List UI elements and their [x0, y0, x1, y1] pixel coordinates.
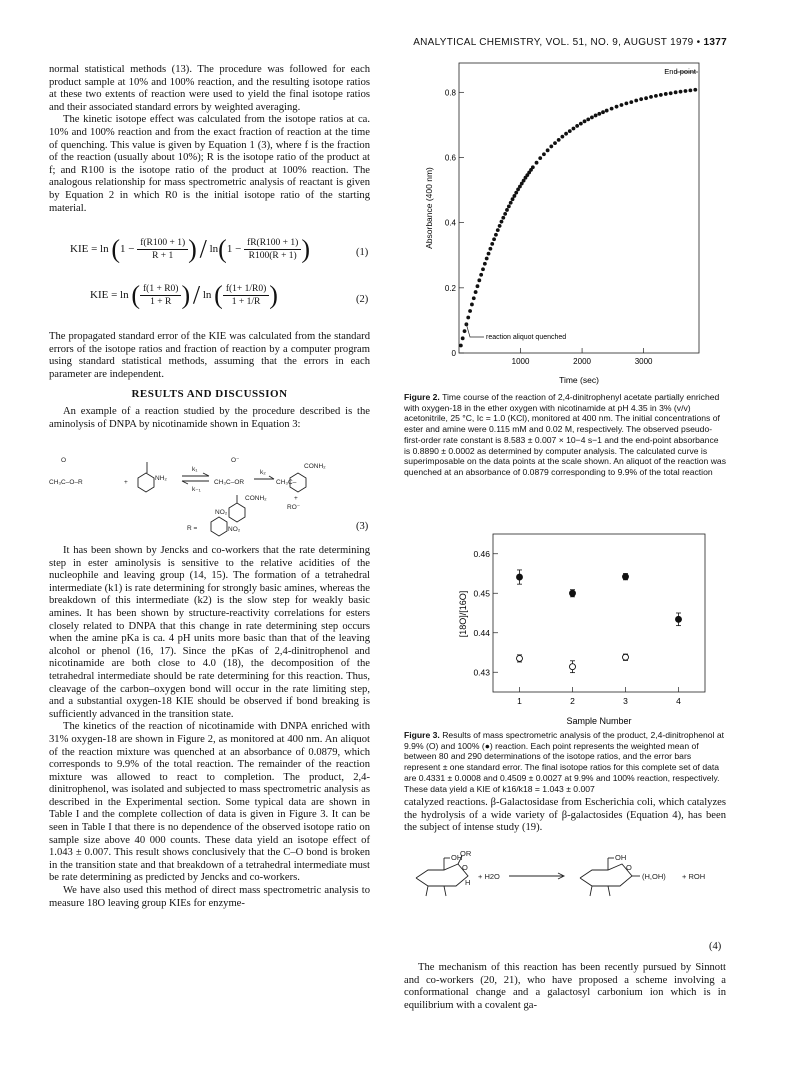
eq4-oh-left: OH	[451, 853, 463, 862]
fig2-data-point	[468, 309, 472, 313]
fig2-data-point	[659, 93, 663, 97]
fig3-point-9pct	[517, 655, 523, 661]
fig3-xlabel: Sample Number	[566, 716, 632, 726]
left-block-2	[49, 331, 370, 381]
fig2-xlabel: Time (sec)	[559, 375, 599, 385]
fig2-quench-label: reaction aliquot quenched	[486, 334, 567, 341]
eq2-number: (2)	[356, 294, 369, 305]
paragraph-6: The kinetics of the reaction of nicotinamide with DNPA enriched with 31% oxygen-18 are shown in Figure 2, as monitored at 400 nm. An aliquot of the reaction mixture was quenched at an absorbance of 0.0879, which corresponds to 9.9% of the total reaction. The remainder of the reaction mixture was allowed to react to completion. The product, 2,4-dinitrophenol, was isolated and subjected to mass spectrometric analysis as described in the Experimental section. Some typical data are shown in Table I and the complete collection of data is given in Figure 3. It can be seen in Table I that there is no dependence of the observed isotope ratio on sample size above 40 000 counts. These data yield an isotope effect of 1.043 ± 0.007. This result shows conclusively that the C–O bond is broken in the transition state and that breakdown of a tetrahedral intermediate must be rate determining as predicted by Jencks and co-workers.	[49, 721, 370, 884]
equation-1: KIE = ln (1 − $\frac{f(R100 + 1)}{R + 1}$ ) / ln(1 − $\frac{fR(R100 + 1)}{R100(R + 1)}$ )	[70, 234, 310, 264]
fig2-data-point	[634, 99, 638, 103]
fig2-data-point	[654, 94, 658, 98]
fig2-data-point	[531, 165, 535, 169]
fig2-data-point	[590, 116, 594, 120]
header-bullet: •	[696, 37, 701, 48]
fig2-ytick-label: 0.2	[444, 283, 456, 293]
svg-text:R =: R =	[187, 525, 198, 532]
fig2-data-point	[557, 138, 561, 142]
fig2-data-point	[494, 233, 498, 237]
fig2-data-point	[501, 216, 505, 220]
eq2-num2: f(1+ 1/R0)	[223, 283, 269, 296]
fig2-data-point	[474, 290, 478, 294]
fig2-data-point	[644, 96, 648, 100]
fig2-data-point	[511, 197, 515, 201]
svg-text:O: O	[61, 457, 67, 464]
reaction-scheme-4	[404, 848, 726, 908]
paragraph-7: We have also used this method of direct mass spectrometric analysis to measure 18O leaving group KIEs for enzyme-	[49, 885, 370, 909]
fig2-data-point	[481, 267, 485, 271]
fig2-data-point	[579, 122, 583, 126]
fig2-data-point	[615, 105, 619, 109]
eq4-o-left: O	[462, 863, 468, 872]
fig2-ylabel: Absorbance (400 nm)	[424, 167, 434, 249]
fig2-data-point	[466, 316, 470, 320]
running-header	[392, 37, 727, 48]
fig2-quench-pointer	[466, 323, 484, 337]
fig2-data-point	[564, 132, 568, 136]
fig2-data-point	[505, 208, 509, 212]
fig2-data-point	[479, 273, 483, 277]
fig2-endpoint-label: End point	[664, 67, 696, 76]
fig2-xtick-label: 2000	[573, 357, 591, 366]
figure-3-chart	[404, 528, 726, 728]
fig2-data-point	[535, 161, 539, 165]
svg-text:NO₂: NO₂	[215, 509, 228, 516]
fig3-caption-label: Figure 3.	[404, 730, 440, 740]
fig2-data-point	[492, 237, 496, 241]
eq4-oh-right: OH	[615, 853, 627, 862]
svg-text:CH₃C–OR: CH₃C–OR	[214, 479, 245, 486]
fig2-data-point	[485, 257, 489, 261]
fig2-data-point	[459, 344, 463, 348]
fig2-data-point	[546, 148, 550, 152]
right-block-1	[404, 797, 726, 835]
paragraph-3: The propagated standard error of the KIE was calculated from the standard errors of the isotope ratios and fraction of reaction by a computer program using standard statistical methods, assuming that the errors in each parameter are independent.	[49, 331, 370, 380]
eq4-plus-h2o: + H2O	[478, 872, 500, 881]
svg-text:k₋₁: k₋₁	[192, 486, 201, 493]
eq4-o-right: O	[626, 863, 632, 872]
fig2-ytick-label: 0.6	[444, 153, 456, 163]
right-block-2	[404, 962, 726, 1012]
fig3-point-100pct	[676, 616, 682, 622]
fig2-data-point	[498, 224, 502, 228]
svg-text:CONH₂: CONH₂	[304, 463, 326, 470]
journal-name: ANALYTICAL CHEMISTRY, VOL. 51, NO. 9, AUGUST 1979	[413, 37, 694, 48]
fig2-data-point	[488, 247, 492, 251]
fig3-point-100pct	[570, 590, 576, 596]
svg-text:+: +	[294, 495, 298, 502]
eq2-den1: 1 + R	[150, 297, 172, 307]
fig2-data-point	[542, 152, 546, 156]
eq4-plus-roh: + ROH	[682, 872, 706, 881]
fig2-data-point	[679, 90, 683, 94]
figure-2-caption	[404, 392, 726, 478]
fig2-data-point	[560, 135, 564, 139]
eq2-den2: 1 + 1/R	[231, 297, 261, 307]
fig2-data-point	[512, 194, 516, 198]
eq2-mid: ln	[202, 289, 212, 302]
eq4-or: OR	[460, 849, 472, 858]
paragraph-5: It has been shown by Jencks and co-workers that the rate determining step in ester aminolysis is sensitive to the relative acidities of the nucleophile and leaving group (14, 15). The formation of a tetrahedral intermediate (k1) is rate determining for strongly basic amines, whereas the breakdown of this intermediate (k2) is the slow step for weakly basic amines. It has been shown by structure-reactivity correlations for esters closely related to DNPA that this change in rate determining step occurs when the amine pKa is ca. 4 pH units more basic than that of the leaving alcohol or phenol (16, 17). Since the pKas of 2,4-dinitrophenol and nicotinamide are both close to 4.0 (18), the decomposition of the tetrahedral intermediate should be rate determining for this reaction. Thus, cleavage of the carbon–oxygen bond will occur in the rate limiting step, and a substantial oxygen-18 KIE should be observed if bond breaking is sufficiently advanced in the transition state.	[49, 545, 370, 720]
fig2-data-point	[594, 114, 598, 118]
fig3-point-100pct	[517, 574, 523, 580]
fig2-data-point	[688, 88, 692, 92]
eq1-mid: ln	[209, 243, 219, 256]
paragraph-1: normal statistical methods (13). The procedure was followed for each product sample at 10% and 100% reaction, and the resulting isotope ratios at these two extents of reaction were used to yield the final isotope ratios and their associated standard errors by weighted averaging.	[49, 64, 370, 113]
svg-text:NH₂: NH₂	[155, 475, 167, 482]
fig2-data-point	[639, 97, 643, 101]
fig3-point-9pct	[570, 664, 576, 670]
fig2-data-point	[586, 117, 590, 121]
fig2-ytick-label: 0	[451, 349, 456, 358]
fig2-data-point	[463, 329, 467, 333]
fig2-data-point	[601, 110, 605, 114]
fig2-data-point	[549, 145, 553, 149]
svg-text:CONH₂: CONH₂	[245, 495, 267, 502]
fig2-caption-text: Time course of the reaction of 2,4-dinitrophenyl acetate partially enriched with oxygen-18 in the ether oxygen with nicotinamide at pH 4.35 in 3% (v/v) acetonitrile, 25 °C, Ic = 1.0 (KCl), monitored at 400 nm. The initial concentrations of ester and amine were 0.115 mM and 0.02 M, respectively. The observed pseudo-first-order rate constant is 8.583 ± 0.007 × 10−4 s−1 and the end-point absorbance is 0.8890 ± 0.0002 as determined by computer analysis. The calculated curve is superimposable on the data points at the scale shown. An aliquot of the reaction was quenched at an absorbance of 0.0879 corresponding to 9.9% of the total reaction	[404, 392, 726, 477]
eq2-lhs: KIE = ln	[90, 289, 129, 302]
fig2-data-point	[503, 212, 507, 216]
fig2-data-point	[507, 204, 511, 208]
equation-2: KIE = ln ( $\frac{f(1 + R0)}{1 + R}$ ) / ln ( $\frac{f(1+ 1/R0)}{1 + 1/R}$ )	[90, 280, 278, 310]
fig2-data-point	[620, 103, 624, 107]
fig2-data-point	[476, 284, 480, 288]
figure-2-chart	[404, 55, 726, 390]
eq2-num1: f(1 + R0)	[140, 283, 181, 296]
eq4-product: (H,OH)	[642, 872, 666, 881]
fig2-data-point	[669, 91, 673, 95]
fig2-ytick-label: 0.4	[444, 218, 456, 228]
fig2-data-point	[477, 278, 481, 282]
right-paragraph-1: catalyzed reactions. β-Galactosidase from Escherichia coli, which catalyzes the hydrolysis of a wide variety of β-galactosides (Equation 4), has been the subject of intense study (19).	[404, 797, 726, 834]
fig2-data-point	[605, 109, 609, 113]
fig2-data-point	[470, 303, 474, 307]
fig2-data-point	[629, 100, 633, 104]
figure-3-caption	[404, 730, 726, 794]
fig2-data-point	[500, 220, 504, 224]
fig3-point-100pct	[623, 574, 629, 580]
paragraph-4: An example of a reaction studied by the procedure described is the aminolysis of DNPA by nicotinamide shown in Equation 3:	[49, 406, 370, 430]
fig3-xtick-label: 2	[570, 696, 575, 706]
eq1-den1: R + 1	[152, 251, 174, 261]
fig2-data-point	[490, 242, 494, 246]
fig2-data-point	[483, 262, 487, 266]
eq1-lhs: KIE = ln	[70, 243, 109, 256]
fig2-data-point	[575, 124, 579, 128]
fig2-data-point	[610, 107, 614, 111]
fig2-data-point	[664, 92, 668, 96]
fig3-xtick-label: 4	[676, 696, 681, 706]
svg-text:CH₃C–O–R: CH₃C–O–R	[49, 479, 83, 486]
fig2-ytick-label: 0.8	[444, 88, 456, 98]
svg-text:RO⁻: RO⁻	[287, 504, 301, 511]
left-block-1	[49, 64, 370, 215]
svg-text:k₁: k₁	[192, 466, 198, 473]
fig2-data-point	[649, 95, 653, 99]
fig2-data-point	[553, 141, 557, 145]
svg-text:+: +	[124, 479, 128, 486]
fig2-data-point	[472, 296, 476, 300]
eq1-num2: fR(R100 + 1)	[244, 237, 301, 250]
fig2-xtick-label: 3000	[634, 357, 653, 366]
eq4-number: (4)	[709, 941, 722, 952]
fig3-ytick-label: 0.45	[473, 588, 490, 599]
page-number: 1377	[703, 37, 727, 48]
right-paragraph-2: The mechanism of this reaction has been recently pursued by Sinnott and co-workers (20, 21), who have proposed a scheme involving a conformational change and a galactosyl carbonium ion which is in equilibrium with a covalent ga-	[404, 962, 726, 1011]
fig3-point-9pct	[623, 654, 629, 660]
reaction-scheme-3	[49, 440, 369, 538]
fig2-data-point	[509, 201, 513, 205]
fig2-data-point	[583, 119, 587, 123]
eq1-den2: R100(R + 1)	[248, 251, 297, 261]
fig2-plot-frame	[459, 63, 699, 353]
fig3-xtick-label: 1	[517, 696, 522, 706]
left-block-3	[49, 406, 370, 431]
section-heading: RESULTS AND DISCUSSION	[131, 388, 288, 400]
eq4-h: H	[465, 878, 471, 887]
fig2-xtick-label: 1000	[511, 357, 530, 366]
fig2-data-point	[624, 102, 628, 106]
fig2-data-point	[693, 88, 697, 92]
fig3-ytick-label: 0.46	[473, 548, 490, 559]
fig2-data-point	[496, 228, 500, 232]
left-block-4	[49, 545, 370, 910]
fig2-data-point	[514, 191, 518, 195]
fig2-caption-label: Figure 2.	[404, 392, 440, 402]
fig2-data-point	[684, 89, 688, 93]
fig2-data-point	[572, 127, 576, 131]
fig3-ylabel: [18O]/[16O]	[458, 590, 468, 638]
fig3-caption-text: Results of mass spectrometric analysis of the product, 2,4-dinitrophenol at 9.9% (O) and 100% (●) reaction. Each point represents the weighted mean of between 80 and 290 determinations of the isotope ratios, and the error bars represent ± one standard error. The final isotope ratios for this complete set of data are 0.4331 ± 0.0008 and 0.4509 ± 0.0027 at 9.9% and 100% reaction, respectively. These data yield a KIE of k16/k18 = 1.043 ± 0.007	[404, 730, 725, 794]
svg-text:NO₂: NO₂	[228, 526, 241, 533]
fig3-xtick-label: 3	[623, 696, 628, 706]
svg-text:CH₃C–: CH₃C–	[276, 479, 297, 486]
fig3-ytick-label: 0.43	[473, 667, 490, 678]
fig2-data-point	[538, 156, 542, 160]
svg-text:k₂: k₂	[260, 469, 266, 476]
fig2-data-point	[597, 112, 601, 116]
fig2-data-point	[568, 129, 572, 133]
fig2-data-point	[674, 90, 678, 94]
eq1-num1: f(R100 + 1)	[137, 237, 188, 250]
paragraph-2: The kinetic isotope effect was calculated from the isotope ratios at ca. 10% and 100% reaction and from the exact fraction of reaction at the time of quenching. This value is given by Equation 1 (3), where f is the fraction of the reaction (usually about 10%); R is the isotope ratio of the product at f; and R100 is the isotope ratio of the product at 100% reaction. The analogous relationship for mass spectrometric analysis of reactant is given by Equation 2 in which R0 is the initial isotope ratio of the starting material.	[49, 114, 370, 214]
fig2-data-point	[487, 252, 491, 256]
fig3-ytick-label: 0.44	[473, 627, 490, 638]
svg-text:O⁻: O⁻	[231, 457, 240, 464]
fig3-plot-frame	[493, 534, 705, 692]
fig2-data-point	[461, 336, 465, 340]
eq1-number: (1)	[356, 247, 369, 258]
eq3-number: (3)	[356, 521, 369, 532]
